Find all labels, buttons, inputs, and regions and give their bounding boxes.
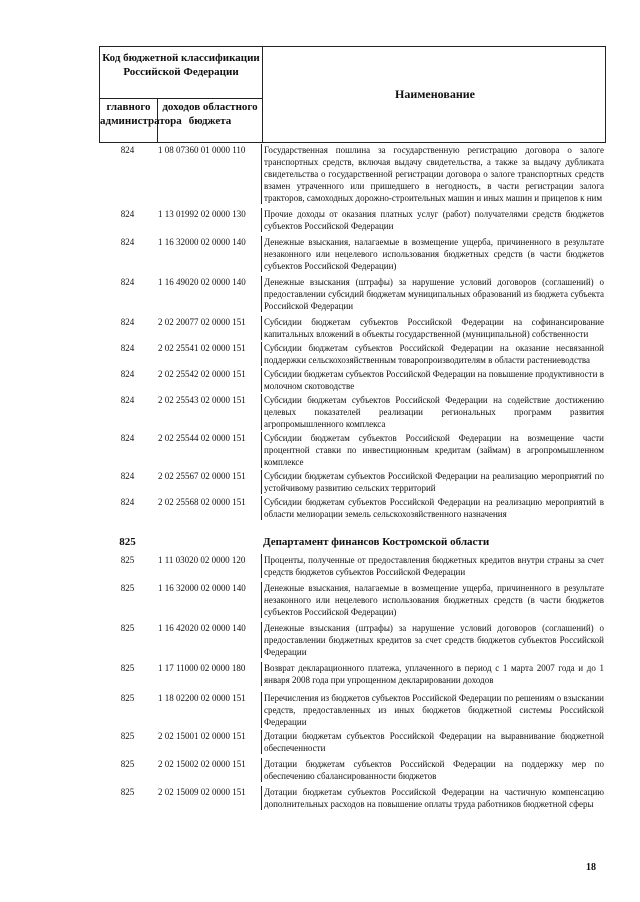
table-row <box>99 470 606 494</box>
table-row <box>99 236 606 272</box>
income-code: 2 02 25541 02 0000 151 <box>158 343 246 353</box>
table-row <box>99 432 606 468</box>
admin-code: 824 <box>120 395 135 405</box>
income-code: 1 16 32000 02 0000 140 <box>158 583 246 593</box>
admin-code: 824 <box>120 471 135 481</box>
rows-825 <box>99 554 606 810</box>
income-code: 2 02 25544 02 0000 151 <box>158 433 246 443</box>
admin-code: 825 <box>120 583 135 593</box>
header-col-main-admin: главного администратора <box>100 101 182 127</box>
table-row <box>99 758 606 782</box>
income-code: 1 17 11000 02 0000 180 <box>158 663 246 673</box>
table-row <box>99 786 606 810</box>
department-row <box>99 534 606 550</box>
income-code: 1 16 49020 02 0000 140 <box>158 277 246 287</box>
admin-code: 825 <box>120 555 135 565</box>
table-row <box>99 554 606 578</box>
table-row <box>99 368 606 392</box>
header-col-income: доходов областного бюджета <box>162 101 258 127</box>
table-row <box>99 144 606 204</box>
admin-code: 824 <box>120 277 135 287</box>
income-code: 1 16 32000 02 0000 140 <box>158 237 246 247</box>
table-row <box>99 208 606 232</box>
income-code: 1 16 42020 02 0000 140 <box>158 623 246 633</box>
income-name: Перечисления из бюджетов субъектов Российской Федерации по решениям о взыскании средств, предоставленных из иных бюджетов бюджетной системы Российской Федерации <box>261 692 606 728</box>
income-name: Субсидии бюджетам субъектов Российской Федерации на софинансирование капитальных вложений в объекты государственной (муниципальной) собственности <box>261 316 606 340</box>
income-name: Проценты, полученные от предоставления бюджетных кредитов внутри страны за счет средств бюджетов субъектов Российской Федерации <box>261 554 606 578</box>
admin-code: 825 <box>120 731 135 741</box>
admin-code: 824 <box>120 433 135 443</box>
department-spacer <box>156 534 261 550</box>
income-name: Дотации бюджетам субъектов Российской Федерации на выравнивание бюджетной обеспеченности <box>261 730 606 754</box>
rows-824 <box>99 144 606 520</box>
admin-code: 824 <box>120 369 135 379</box>
income-name: Возврат декларационного платежа, уплаченного в период с 1 марта 2007 года и до 1 января 2008 года при упрощенном декларировании доходов <box>261 662 606 686</box>
income-code: 2 02 20077 02 0000 151 <box>158 317 246 327</box>
table-body <box>99 144 606 810</box>
income-name: Денежные взыскания, налагаемые в возмещение ущерба, причиненного в результате незаконного или нецелевого использования бюджетных средств (в части бюджетов субъектов Российской Федерации) <box>261 236 606 272</box>
table-row <box>99 316 606 340</box>
income-name: Денежные взыскания (штрафы) за нарушение условий договоров (соглашений) о предоставлении субсидий бюджетам муниципальных образований из бюджета субъекта Российской Федерации <box>261 276 606 312</box>
admin-code: 825 <box>120 759 135 769</box>
table-row <box>99 662 606 686</box>
header-divider-horizontal <box>100 98 262 99</box>
admin-code: 825 <box>120 623 135 633</box>
income-code: 2 02 15002 02 0000 151 <box>158 759 246 769</box>
income-name: Субсидии бюджетам субъектов Российской Федерации на оказание несвязанной поддержки сельскохозяйственным товаропроизводителям в области растениеводства <box>261 342 606 366</box>
table-row <box>99 276 606 312</box>
header-code-block: Код бюджетной классификации Российской Федерации <box>102 52 260 78</box>
income-name: Дотации бюджетам субъектов Российской Федерации на частичную компенсацию дополнительных расходов на повышение оплаты труда работников бюджетной сферы <box>261 786 606 810</box>
income-name: Субсидии бюджетам субъектов Российской Федерации на повышение продуктивности в молочном скотоводстве <box>261 368 606 392</box>
income-code: 2 02 25542 02 0000 151 <box>158 369 246 379</box>
income-code: 2 02 15009 02 0000 151 <box>158 787 246 797</box>
table-row <box>99 496 606 520</box>
income-code: 2 02 25543 02 0000 151 <box>158 395 246 405</box>
income-name: Субсидии бюджетам субъектов Российской Федерации на реализацию мероприятий в области мелиорации земель сельскохозяйственного назначения <box>261 496 606 520</box>
admin-code: 825 <box>120 693 135 703</box>
income-name: Субсидии бюджетам субъектов Российской Федерации на содействие достижению целевых показателей реализации региональных программ развития агропромышленного комплекса <box>261 394 606 430</box>
income-code: 2 02 25568 02 0000 151 <box>158 497 246 507</box>
table-row <box>99 622 606 658</box>
admin-code: 824 <box>120 145 135 155</box>
income-name: Дотации бюджетам субъектов Российской Федерации на поддержку мер по обеспечению сбалансированности бюджетов <box>261 758 606 782</box>
admin-code: 825 <box>120 663 135 673</box>
income-name: Государственная пошлина за государственную регистрацию договора о залоге транспортных средств, включая выдачу свидетельства, а также за выдачу дубликата свидетельства о государственной регистрации договора о залоге транспортных средств взамен утраченного или пришедшего в негодность, в части регистрации залога тракторов, самоходных дорожно-строительных машин и иных машин и прицепов к ним <box>261 144 606 204</box>
income-code: 1 18 02200 02 0000 151 <box>158 693 246 703</box>
income-name: Субсидии бюджетам субъектов Российской Федерации на реализацию мероприятий по устойчивому развитию сельских территорий <box>261 470 606 494</box>
admin-code: 825 <box>120 787 135 797</box>
income-code: 1 13 01992 02 0000 130 <box>158 209 246 219</box>
department-admin-code: 825 <box>119 536 136 548</box>
admin-code: 824 <box>120 497 135 507</box>
admin-code: 824 <box>120 317 135 327</box>
table-header <box>99 46 606 143</box>
page-number: 18 <box>586 862 596 873</box>
income-code: 1 08 07360 01 0000 110 <box>158 145 246 155</box>
income-name: Денежные взыскания, налагаемые в возмещение ущерба, причиненного в результате незаконного или нецелевого использования бюджетных средств (в части бюджетов субъектов Российской Федерации) <box>261 582 606 618</box>
table-row <box>99 342 606 366</box>
admin-code: 824 <box>120 237 135 247</box>
table-row <box>99 394 606 430</box>
department-name: Департамент финансов Костромской области <box>263 536 490 548</box>
header-col-name: Наименование <box>395 87 475 101</box>
income-code: 2 02 25567 02 0000 151 <box>158 471 246 481</box>
income-code: 1 11 03020 02 0000 120 <box>158 555 246 565</box>
income-name: Субсидии бюджетам субъектов Российской Федерации на возмещение части процентной ставки по инвестиционным кредитам (займам) в агропромышленном комплексе <box>261 432 606 468</box>
income-code: 2 02 15001 02 0000 151 <box>158 731 246 741</box>
table-row <box>99 730 606 754</box>
table-row <box>99 582 606 618</box>
income-name: Прочие доходы от оказания платных услуг (работ) получателями средств бюджетов субъектов Российской Федерации <box>261 208 606 232</box>
table-row <box>99 692 606 728</box>
income-name: Денежные взыскания (штрафы) за нарушение условий договоров (соглашений) о предоставлении бюджетных кредитов за счет средств бюджетов субъектов Российской Федерации <box>261 622 606 658</box>
admin-code: 824 <box>120 209 135 219</box>
admin-code: 824 <box>120 343 135 353</box>
